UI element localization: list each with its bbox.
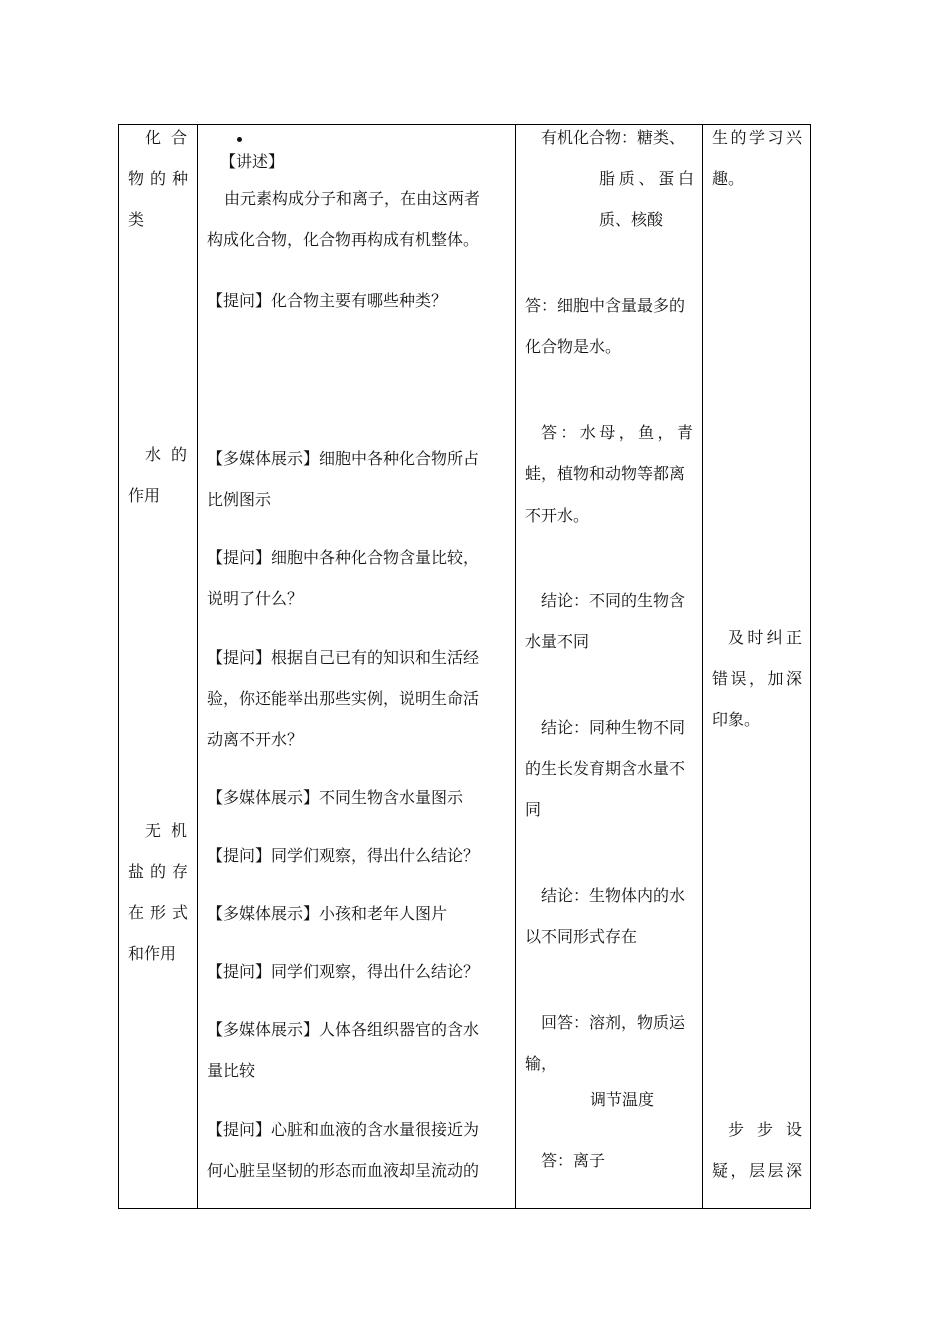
- intent-text: 疑 ， 层 层 深: [712, 1161, 802, 1180]
- topic-water-line1: 水 的: [145, 445, 187, 464]
- multimedia-text: 【多媒体展示】细胞中各种化合物所占: [207, 449, 480, 468]
- question-text: 说明了什么？: [207, 589, 304, 608]
- multimedia-text: 【多媒体展示】人体各组织器官的含水: [207, 1020, 480, 1039]
- topic-salt-line3: 在 形 式: [128, 903, 188, 922]
- answer-text: 答 ： 水 母 ， 鱼 ， 青: [541, 423, 693, 442]
- multimedia-text: 量比较: [207, 1061, 256, 1080]
- conclusion-text: 以不同形式存在: [525, 927, 638, 946]
- topic-salt-line1: 无 机: [145, 821, 187, 840]
- conclusion-text: 的生长发育期含水量不: [525, 759, 686, 778]
- question-text: 动离不开水？: [207, 730, 304, 749]
- answer-text: 质、核酸: [599, 210, 664, 229]
- topic-water-line2: 作用: [128, 486, 161, 505]
- answer-text: 输，: [525, 1054, 558, 1073]
- multimedia-text: 【多媒体展示】不同生物含水量图示: [207, 788, 464, 807]
- question-text: 验，你还能举出那些实例，说明生命活: [207, 689, 480, 708]
- answer-text: 脂 质 、 蛋 白: [599, 169, 694, 188]
- lecture-heading: 【讲述】: [220, 152, 285, 171]
- intent-text: 印象。: [712, 710, 761, 729]
- multimedia-text: 【多媒体展示】小孩和老年人图片: [207, 904, 448, 923]
- topic-compound-types-line3: 类: [128, 210, 145, 229]
- answer-text: 不开水。: [525, 506, 590, 525]
- intent-text: 生 的 学 习 兴: [712, 128, 802, 147]
- topic-compound-types-line1: 化 合: [145, 128, 187, 147]
- answer-text: 调节温度: [590, 1090, 655, 1109]
- answer-text: 答：离子: [541, 1151, 606, 1170]
- answer-text: 有机化合物：糖类、: [541, 128, 686, 147]
- conclusion-text: 结论：同种生物不同: [541, 718, 686, 737]
- lecture-text: 构成化合物，化合物再构成有机整体。: [207, 230, 480, 249]
- topic-compound-types-line2: 物 的 种: [128, 169, 188, 188]
- column-divider: [515, 125, 516, 1208]
- column-divider: [702, 125, 703, 1208]
- question-text: 【提问】根据自己已有的知识和生活经: [207, 648, 480, 667]
- question-text: 【提问】同学们观察，得出什么结论？: [207, 846, 480, 865]
- intent-text: 步 步 设: [728, 1120, 802, 1139]
- question-text: 【提问】化合物主要有哪些种类？: [207, 291, 448, 310]
- bullet-dot: [237, 137, 242, 142]
- conclusion-text: 水量不同: [525, 632, 590, 651]
- conclusion-text: 结论：不同的生物含: [541, 591, 686, 610]
- lecture-text: 由元素构成分子和离子，在由这两者: [224, 189, 481, 208]
- answer-text: 回答：溶剂，物质运: [541, 1013, 686, 1032]
- intent-text: 及 时 纠 正: [728, 628, 802, 647]
- multimedia-text: 比例图示: [207, 490, 272, 509]
- answer-text: 化合物是水。: [525, 337, 622, 356]
- topic-salt-line2: 盐 的 存: [128, 862, 188, 881]
- question-text: 【提问】细胞中各种化合物含量比较，: [207, 548, 480, 567]
- conclusion-text: 结论：生物体内的水: [541, 886, 686, 905]
- question-text: 何心脏呈坚韧的形态而血液却呈流动的: [207, 1161, 480, 1180]
- topic-salt-line4: 和作用: [128, 944, 177, 963]
- answer-text: 蛙，植物和动物等都离: [525, 464, 686, 483]
- column-divider: [197, 125, 198, 1208]
- answer-text: 答：细胞中含量最多的: [525, 296, 686, 315]
- intent-text: 趣。: [712, 169, 745, 188]
- question-text: 【提问】同学们观察，得出什么结论？: [207, 962, 480, 981]
- question-text: 【提问】心脏和血液的含水量很接近为: [207, 1120, 480, 1139]
- conclusion-text: 同: [525, 800, 542, 819]
- intent-text: 错 误 ， 加 深: [712, 669, 802, 688]
